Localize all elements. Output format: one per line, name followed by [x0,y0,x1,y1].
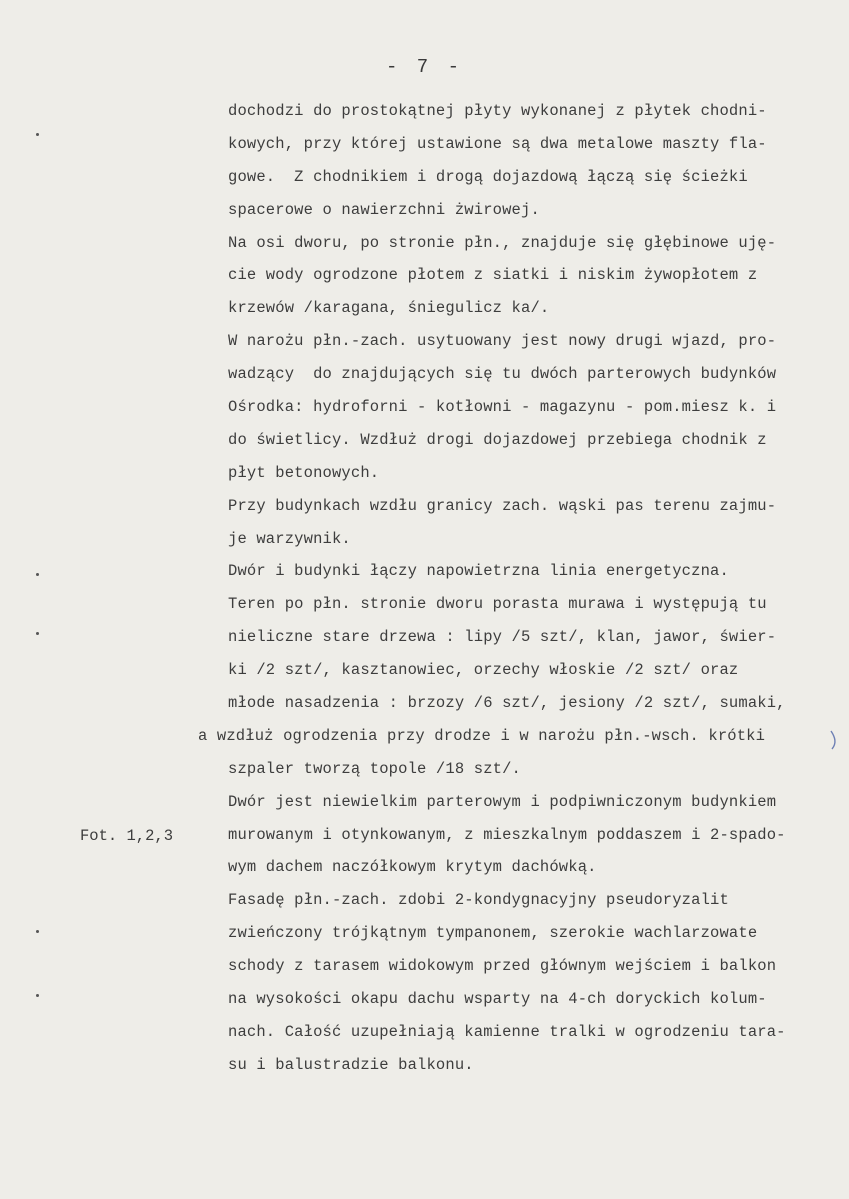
text-line: spacerowe o nawierzchni żwirowej. [228,200,540,219]
text-line: a wzdłuż ogrodzenia przy drodze i w narożu płn.-wsch. krótki [198,726,766,745]
margin-dot [36,994,39,997]
margin-dot [36,133,39,136]
text-line: Fasadę płn.-zach. zdobi 2-kondygnacyjny pseudoryzalit [228,891,729,910]
text-line: szpaler tworzą topole /18 szt/. [228,759,521,778]
text-line: płyt betonowych. [228,463,380,482]
pen-mark-icon [829,729,839,751]
text-line: ki /2 szt/, kasztanowiec, orzechy włoskie /2 szt/ oraz [228,661,739,680]
text-line: dochodzi do prostokątnej płyty wykonanej z płytek chodni- [228,102,767,120]
text-line: cie wody ogrodzone płotem z siatki i niskim żywopłotem z [228,266,758,285]
text-line: W narożu płn.-zach. usytuowany jest nowy drugi wjazd, pro- [228,332,777,351]
text-line: kowych, przy której ustawione są dwa metalowe maszty fla- [228,134,767,153]
text-line: su i balustradzie balkonu. [228,1055,474,1074]
text-line: murowanym i otynkowanym, z mieszkalnym poddaszem i 2-spado- [228,825,786,844]
photo-reference-note: Fot. 1,2,3 [80,827,174,845]
text-line: gowe. Z chodnikiem i drogą dojazdową łączą się ścieżki [228,167,748,186]
page-number: - 7 - [385,56,463,78]
typed-body-text [198,95,828,1082]
text-line: zwieńczony trójkątnym tympanonem, szerokie wachlarzowate [228,924,758,943]
text-line: Dwór i budynki łączy napowietrzna linia energetyczna. [228,562,729,581]
text-line: nach. Całość uzupełniają kamienne tralki w ogrodzeniu tara- [228,1022,786,1041]
text-line: młode nasadzenia : brzozy /6 szt/, jesiony /2 szt/, sumaki, [228,694,786,713]
text-line: nieliczne stare drzewa : lipy /5 szt/, klan, jawor, świer- [228,628,777,647]
text-line: wym dachem naczółkowym krytym dachówką. [228,858,597,877]
margin-dot [36,573,39,576]
text-line: wadzący do znajdujących się tu dwóch parterowych budynków [228,365,777,384]
text-line: Dwór jest niewielkim parterowym i podpiwniczonym budynkiem [228,792,777,811]
text-line: Na osi dworu, po stronie płn., znajduje się głębinowe uję- [228,233,777,252]
text-line: je warzywnik. [228,529,351,548]
text-line: schody z tarasem widokowym przed głównym wejściem i balkon [228,957,777,976]
text-line: na wysokości okapu dachu wsparty na 4-ch doryckich kolum- [228,990,767,1009]
text-line: Teren po płn. stronie dworu porasta murawa i występują tu [228,595,767,614]
text-line: Ośrodka: hydroforni - kotłowni - magazynu - pom.miesz k. i [228,398,777,417]
margin-dot [36,632,39,635]
margin-dot [36,930,39,933]
text-line: do świetlicy. Wzdłuż drogi dojazdowej przebiega chodnik z [228,430,767,449]
text-line: krzewów /karagana, śniegulicz ka/. [228,299,550,318]
text-line: Przy budynkach wzdłu granicy zach. wąski pas terenu zajmu- [228,496,777,515]
